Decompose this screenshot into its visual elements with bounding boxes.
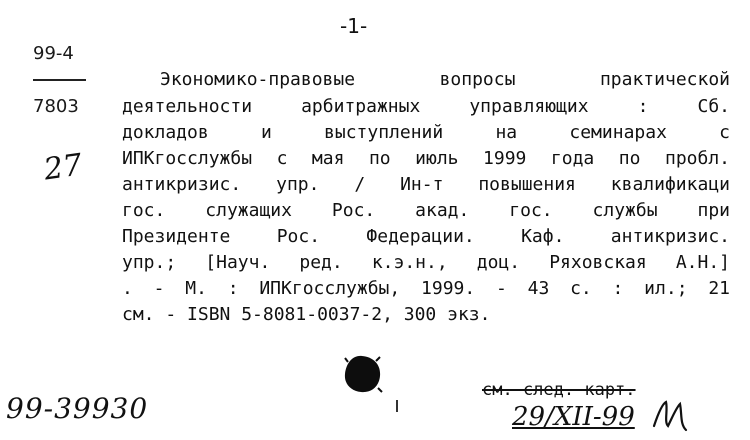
handwritten-shelf-number: 27 [41, 147, 85, 188]
shelf-mark-bottom: 7803 [33, 96, 79, 117]
record-line: . - М. : ИПКгосслужбы, 1999. - 43 с. : ил.; 21 [122, 278, 730, 299]
record-line: упр.; [Науч. ред. к.э.н., доц. Ряховская А.Н.] [122, 252, 730, 273]
record-line: Экономико-правовые вопросы практической [160, 69, 730, 90]
record-line: ИПКгосслужбы с мая по июль 1999 года по пробл. [122, 148, 730, 169]
shelf-mark-top: 99-4 [33, 43, 74, 64]
record-line: деятельности арбитражных управляющих : Сб. [122, 96, 730, 117]
record-line: антикризис. упр. / Ин-т повышения квалификаци [122, 174, 730, 195]
record-line: см. - ISBN 5-8081-0037-2, 300 экз. [122, 304, 491, 325]
accession-number: 99-39930 [6, 392, 149, 425]
punch-hole-mark [340, 352, 384, 396]
continuation-note: см. след. карт. [482, 380, 636, 400]
page-number: -1- [340, 14, 368, 38]
record-line: Президенте Рос. Федерации. Каф. антикризис. [122, 226, 730, 247]
record-line: гос. служащих Рос. акад. гос. службы при [122, 200, 730, 221]
record-line: докладов и выступлений на семинарах с [122, 122, 730, 143]
shelf-mark-divider [33, 79, 86, 81]
handwritten-date: 29/XII-99 [512, 402, 635, 432]
handwritten-signature [650, 396, 690, 436]
scan-speck [396, 400, 398, 412]
